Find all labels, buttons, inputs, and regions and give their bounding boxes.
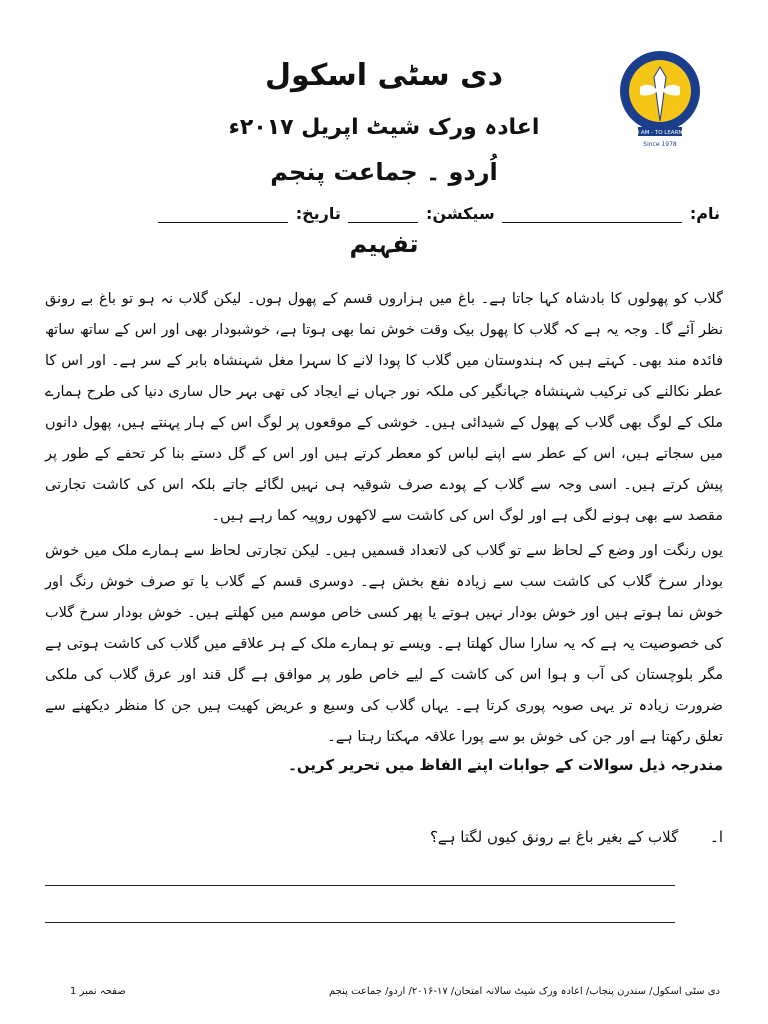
date-field[interactable] bbox=[158, 208, 288, 223]
footer-text: دی سٹی اسکول/ سندرن پنجاب/ اعادہ ورک شیٹ سالانہ امتحان/ ۱۷-۲۰۱۶/ اردو/ جماعت پنجم bbox=[329, 986, 720, 997]
question-number: ا۔ bbox=[710, 828, 723, 846]
logo-since: Since 1978 bbox=[643, 141, 677, 148]
date-label: تاریخ: bbox=[295, 204, 341, 223]
section-title: تفہیم bbox=[349, 230, 419, 258]
page-number: صفحہ نمبر 1 bbox=[70, 986, 126, 997]
logo-motto: I AM - TO LEARN bbox=[637, 130, 683, 136]
name-field[interactable] bbox=[502, 208, 682, 223]
section-field[interactable] bbox=[348, 208, 418, 223]
instruction-text: مندرجہ ذیل سوالات کے جوابات اپنے الفاظ میں تحریر کریں۔ bbox=[288, 756, 723, 774]
school-name: دی سٹی اسکول bbox=[265, 58, 503, 93]
answer-line[interactable] bbox=[45, 885, 675, 886]
passage-paragraph-1: گلاب کو پھولوں کا بادشاہ کہا جاتا ہے۔ باغ میں ہزاروں قسم کے پھول ہوں۔ لیکن گلاب نہ ہو تو باغ بے رونق نظر آئے گا۔ وجہ یہ ہے کہ گلاب کا پھول بیک وقت خوش نما بھی ہوتا ہے، خوشبودار بھی اور اس کے ساتھ ساتھ فائدہ مند بھی۔ کہتے ہیں کہ ہندوستان میں گلاب کا پودا لانے کا سہرا مغل شہنشاہ بابر کے سر ہے۔ اور اس کا عطر نکالنے کی ترکیب شہنشاہ جہانگیر کی ملکہ نور جہاں نے ایجاد کی تھی بہر حال ساری دنیا کی طرح ہمارے ملک کے لوگ بھی گلاب کے پھول کے شیدائی ہیں۔ خوشی کے موقعوں پر لوگ اس کے ہار پہنتے ہیں، پھول دانوں میں سجاتے ہیں، اس کے عطر سے اپنے لباس کو معطر کرتے ہیں اور اس کے گل دستے بنا کر تحفے کے طور پر پیش کرتے ہیں۔ اسی وجہ سے گلاب کے پودے صرف شوقیہ ہی نہیں لگائے جاتے بلکہ اس کی کاشت تجارتی مقصد سے بھی ہونے لگی ہے اور لوگ اس کی کاشت سے لاکھوں روپیہ کما رہے ہیں۔ bbox=[45, 291, 723, 524]
subject-class: اُردو ۔ جماعت پنجم bbox=[270, 158, 498, 186]
section-label: سیکشن: bbox=[426, 204, 495, 223]
question-text: گلاب کے بغیر باغ بے رونق کیوں لگتا ہے؟ bbox=[429, 828, 679, 846]
passage-paragraph-2: یوں رنگت اور وضع کے لحاظ سے تو گلاب کی لاتعداد قسمیں ہیں۔ لیکن تجارتی لحاظ سے ہمارے ملک میں خوش بودار سرخ گلاب کی کاشت سب سے زیادہ نفع بخش ہے۔ دوسری قسم کے گلاب یا تو صرف خوش رنگ اور خوش نما ہوتے ہیں اور خوش بودار نہیں ہوتے یا پھر کسی خاص موسم میں کھلتے ہیں۔ خوش بودار سرخ گلاب کی خصوصیت یہ ہے کہ یہ سارا سال کھلتا ہے۔ ویسے تو ہمارے ملک کے ہر علاقے میں گلاب کی کاشت ہوتی ہے مگر بلوچستان کی آب و ہوا اس کی کاشت کے لیے خاص طور پر موافق ہے گل قند اور عرق گلاب کی ملکی ضرورت زیادہ تر یہی صوبہ پوری کرتا ہے۔ یہاں گلاب کی وسیع و عریض کھیت ہیں جن کا منظر دیکھنے سے تعلق رکھتا ہے اور جن کی خوش بو سے پورا علاقہ مہکتا رہتا ہے۔ bbox=[45, 543, 723, 745]
question-1 bbox=[45, 828, 723, 846]
name-label: نام: bbox=[689, 204, 720, 223]
worksheet-title: اعادہ ورک شیٹ اپریل ۲۰۱۷ء bbox=[228, 115, 540, 140]
answer-line[interactable] bbox=[45, 922, 675, 923]
student-info-row bbox=[100, 204, 720, 228]
